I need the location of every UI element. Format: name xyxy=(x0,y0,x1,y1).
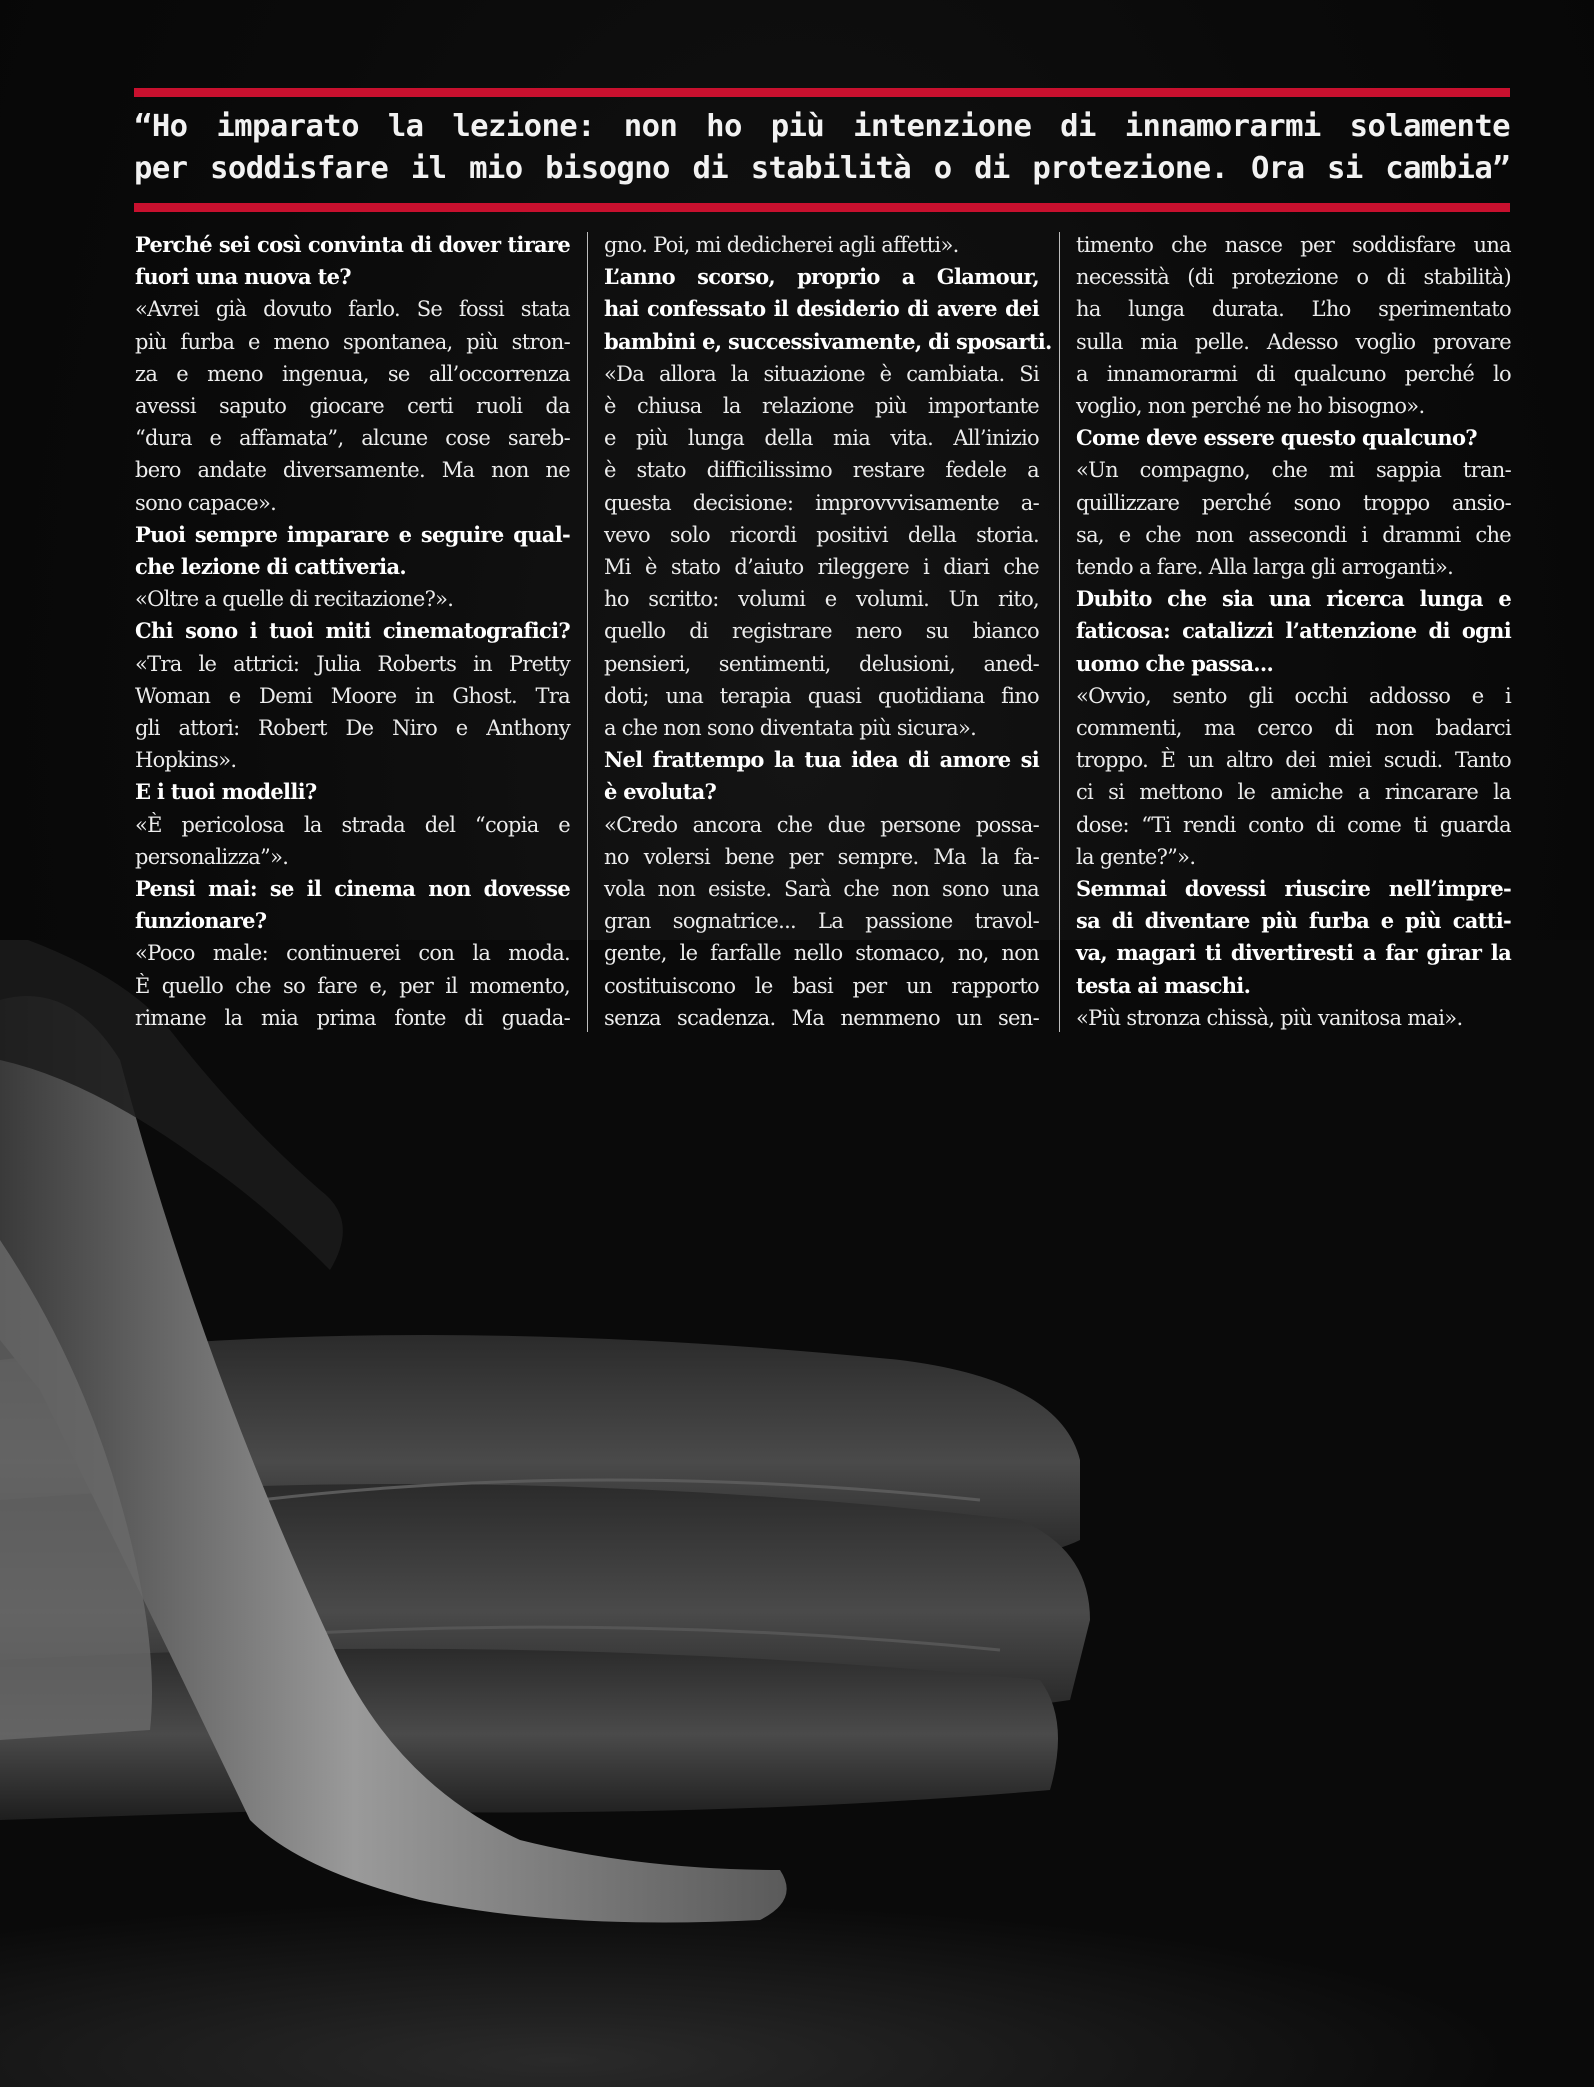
answer-line: la gente?”». xyxy=(1076,844,1196,869)
answer-line: sono capace». xyxy=(135,490,277,515)
answer-line: Hopkins». xyxy=(135,748,237,773)
answer-line: è chiusa la relazione più importante xyxy=(604,394,1039,419)
answer-line: personalizza”». xyxy=(135,844,289,869)
pull-quote-line: per soddisfare il mio bisogno di stabilità o di protezione. Ora si cambia” xyxy=(134,151,1510,186)
question-line: bambini e, successivamente, di sposarti. xyxy=(604,328,1052,354)
answer-line: ha lunga durata. L’ho sperimentato xyxy=(1076,297,1511,322)
quote-bottom-rule xyxy=(134,203,1510,212)
answer-line: necessità (di protezione o di stabilità) xyxy=(1076,265,1511,290)
answer-line: è stato difficilissimo restare fedele a xyxy=(604,458,1039,483)
answer-line: quello di registrare nero su bianco xyxy=(604,619,1039,644)
pull-quote xyxy=(134,106,1510,190)
answer-line: «È pericolosa la strada del “copia e xyxy=(135,812,570,837)
answer-line: «Tra le attrici: Julia Roberts in Pretty xyxy=(135,651,570,676)
answer-line: più furba e meno spontanea, più stron- xyxy=(135,329,570,354)
column-divider xyxy=(1059,232,1060,1032)
answer-line: vola non esiste. Sarà che non sono una xyxy=(604,877,1039,902)
question-line: Semmai dovessi riuscire nell’impre- xyxy=(1076,876,1511,902)
answer-line: doti; una terapia quasi quotidiana fino xyxy=(604,683,1039,708)
question-line: Chi sono i tuoi miti cinematografici? xyxy=(135,618,570,644)
answer-line: a innamorarmi di qualcuno perché lo xyxy=(1076,361,1511,386)
question-line: hai confessato il desiderio di avere dei xyxy=(604,296,1039,322)
answer-line: quillizzare perché sono troppo ansio- xyxy=(1076,490,1511,515)
answer-line: gran sognatrice... La passione travol- xyxy=(604,909,1039,934)
question-line: va, magari ti divertiresti a far girar la xyxy=(1076,940,1511,966)
column-divider xyxy=(587,232,588,1032)
answer-line: vevo solo ricordi positivi della storia. xyxy=(604,522,1039,547)
article-column-3 xyxy=(1076,229,1511,1034)
question-line: Nel frattempo la tua idea di amore si xyxy=(604,747,1039,773)
answer-line: Mi è stato d’aiuto rileggere i diari che xyxy=(604,555,1039,580)
question-line: sa di diventare più furba e più catti- xyxy=(1076,908,1511,934)
answer-line: commenti, ma cerco di non badarci xyxy=(1076,716,1511,741)
answer-line: bero andate diversamente. Ma non ne xyxy=(135,458,570,483)
question-line: Pensi mai: se il cinema non dovesse xyxy=(135,876,570,902)
answer-line: avessi saputo giocare certi ruoli da xyxy=(135,394,570,419)
answer-line: «Ovvio, sento gli occhi addosso e i xyxy=(1076,683,1511,708)
question-line: funzionare? xyxy=(135,908,267,934)
question-line: fuori una nuova te? xyxy=(135,264,351,290)
answer-line: costituiscono le basi per un rapporto xyxy=(604,973,1039,998)
legs-on-cushions-photo xyxy=(0,940,1594,2087)
answer-line: voglio, non perché ne ho bisogno». xyxy=(1076,394,1425,419)
answer-line: e più lunga della mia vita. All’inizio xyxy=(604,426,1039,451)
answer-line: «Oltre a quelle di recitazione?». xyxy=(135,587,454,612)
answer-line: a che non sono diventata più sicura». xyxy=(604,716,977,741)
answer-line: tendo a fare. Alla larga gli arroganti». xyxy=(1076,555,1454,580)
answer-line: rimane la mia prima fonte di guada- xyxy=(135,1005,570,1030)
question-line: Perché sei così convinta di dover tirare xyxy=(135,232,570,257)
answer-line: sulla mia pelle. Adesso voglio provare xyxy=(1076,329,1511,354)
answer-line: dose: “Ti rendi conto di come ti guarda xyxy=(1076,812,1511,837)
background-photo xyxy=(0,940,1594,2087)
answer-line: “dura e affamata”, alcune cose sareb- xyxy=(135,426,570,451)
question-line: testa ai maschi. xyxy=(1076,972,1251,998)
article-column-1 xyxy=(135,229,570,1034)
answer-line: gli attori: Robert De Niro e Anthony xyxy=(135,716,570,741)
answer-line: sa, e che non assecondi i drammi che xyxy=(1076,522,1511,547)
question-line: Puoi sempre imparare e seguire qual- xyxy=(135,521,570,547)
answer-line: gno. Poi, mi dedicherei agli affetti». xyxy=(604,233,959,257)
pull-quote-line: “Ho imparato la lezione: non ho più intenzione di innamorarmi solamente xyxy=(134,109,1510,144)
question-line: è evoluta? xyxy=(604,779,717,805)
answer-line: ci si mettono le amiche a rincarare la xyxy=(1076,780,1511,805)
answer-line: gente, le farfalle nello stomaco, no, non xyxy=(604,941,1039,966)
question-line: faticosa: catalizzi l’attenzione di ogni xyxy=(1076,618,1511,644)
quote-top-rule xyxy=(134,88,1510,97)
answer-line: questa decisione: improvvvisamente a- xyxy=(604,490,1039,515)
question-line: L’anno scorso, proprio a Glamour, xyxy=(604,264,1039,290)
answer-line: troppo. È un altro dei miei scudi. Tanto xyxy=(1076,748,1511,773)
answer-line: «Un compagno, che mi sappia tran- xyxy=(1076,458,1511,483)
answer-line: «Poco male: continuerei con la moda. xyxy=(135,941,570,966)
answer-line: no volersi bene per sempre. Ma la fa- xyxy=(604,844,1039,869)
answer-line: pensieri, sentimenti, delusioni, aned- xyxy=(604,651,1039,676)
question-line: che lezione di cattiveria. xyxy=(135,554,406,580)
answer-line: za e meno ingenua, se all’occorrenza xyxy=(135,361,570,386)
answer-line: «Da allora la situazione è cambiata. Si xyxy=(604,361,1039,386)
question-line: E i tuoi modelli? xyxy=(135,779,317,805)
answer-line: Woman e Demi Moore in Ghost. Tra xyxy=(135,683,570,708)
answer-line: senza scadenza. Ma nemmeno un sen- xyxy=(604,1005,1039,1030)
article-column-2 xyxy=(604,229,1052,1034)
answer-line: timento che nasce per soddisfare una xyxy=(1076,233,1511,257)
question-line: uomo che passa... xyxy=(1076,650,1274,676)
question-line: Dubito che sia una ricerca lunga e xyxy=(1076,586,1511,612)
answer-line: «Avrei già dovuto farlo. Se fossi stata xyxy=(135,297,570,322)
question-line: Come deve essere questo qualcuno? xyxy=(1076,425,1477,451)
answer-line: «Più stronza chissà, più vanitosa mai». xyxy=(1076,1005,1463,1030)
answer-line: ho scritto: volumi e volumi. Un rito, xyxy=(604,587,1039,612)
answer-line: «Credo ancora che due persone possa- xyxy=(604,812,1039,837)
answer-line: È quello che so fare e, per il momento, xyxy=(135,973,570,998)
